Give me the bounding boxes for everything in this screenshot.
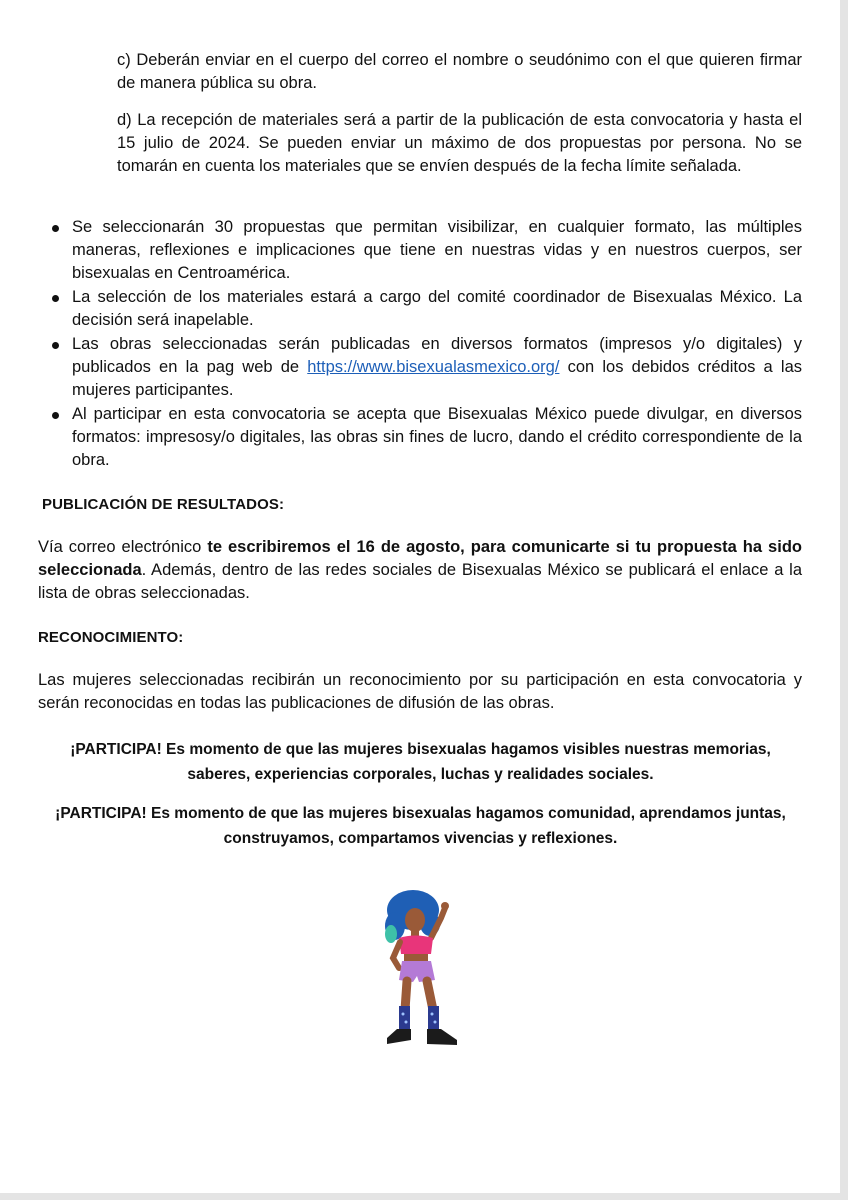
bullet-icon — [52, 342, 59, 349]
recognition-heading: RECONOCIMIENTO: — [38, 629, 184, 646]
dancing-woman-illustration — [375, 888, 467, 1053]
website-link[interactable]: https://www.bisexualasmexico.org/ — [307, 358, 560, 376]
results-heading: PUBLICACIÓN DE RESULTADOS: — [42, 496, 285, 513]
call-to-action-2: ¡PARTICIPA! Es momento de que las mujeres bisexualas hagamos comunidad, aprendamos juntas, construyamos, compartamos vivencias y reflexiones. — [55, 805, 786, 847]
bullet-icon — [52, 412, 59, 419]
list-item: Al participar en esta convocatoria se acepta que Bisexualas México puede divulgar, en diversos formatos: impresosy/o digitales, las obras sin fines de lucro, dando el crédito correspondiente de la obra. — [40, 403, 802, 472]
item-c: c) Deberán enviar en el cuerpo del correo el nombre o seudónimo con el que quieren firmar de manera pública su obra. — [117, 51, 802, 92]
call-to-action-1: ¡PARTICIPA! Es momento de que las mujeres bisexualas hagamos visibles nuestras memorias, saberes, experiencias corporales, luchas y realidades sociales. — [70, 741, 771, 783]
item-d: d) La recepción de materiales será a partir de la publicación de esta convocatoria y hasta el 15 julio de 2024. Se pueden enviar un máximo de dos propuestas por persona. No se tomarán en cuenta los materiales que se envíen después de la fecha límite señalada. — [117, 111, 802, 175]
results-text: Vía correo electrónico te escribiremos el 16 de agosto, para comunicarte si tu propuesta ha sido seleccionada. Además, dentro de las redes sociales de Bisexualas México se publicará el enlace a la lista de obras seleccionadas. — [38, 538, 802, 602]
list-item: Se seleccionarán 30 propuestas que permitan visibilizar, en cualquier formato, las múltiples maneras, reflexiones e implicaciones que tiene en nuestras vidas y en nuestros cuerpos, ser bisexualas en Centroamérica. — [40, 216, 802, 285]
bullet-icon — [52, 295, 59, 302]
bullet-icon — [52, 225, 59, 232]
recognition-text: Las mujeres seleccionadas recibirán un reconocimiento por su participación en esta convocatoria y serán reconocidas en todas las publicaciones de difusión de las obras. — [38, 671, 802, 712]
list-item: La selección de los materiales estará a cargo del comité coordinador de Bisexualas México. La decisión será inapelable. — [40, 286, 802, 332]
list-item: Las obras seleccionadas serán publicadas en diversos formatos (impresos y/o digitales) y publicados en la pag web de https://www.bisexualasmexico.org/ con los debidos créditos a las mujeres participantes. — [40, 333, 802, 402]
criteria-list — [40, 216, 802, 473]
